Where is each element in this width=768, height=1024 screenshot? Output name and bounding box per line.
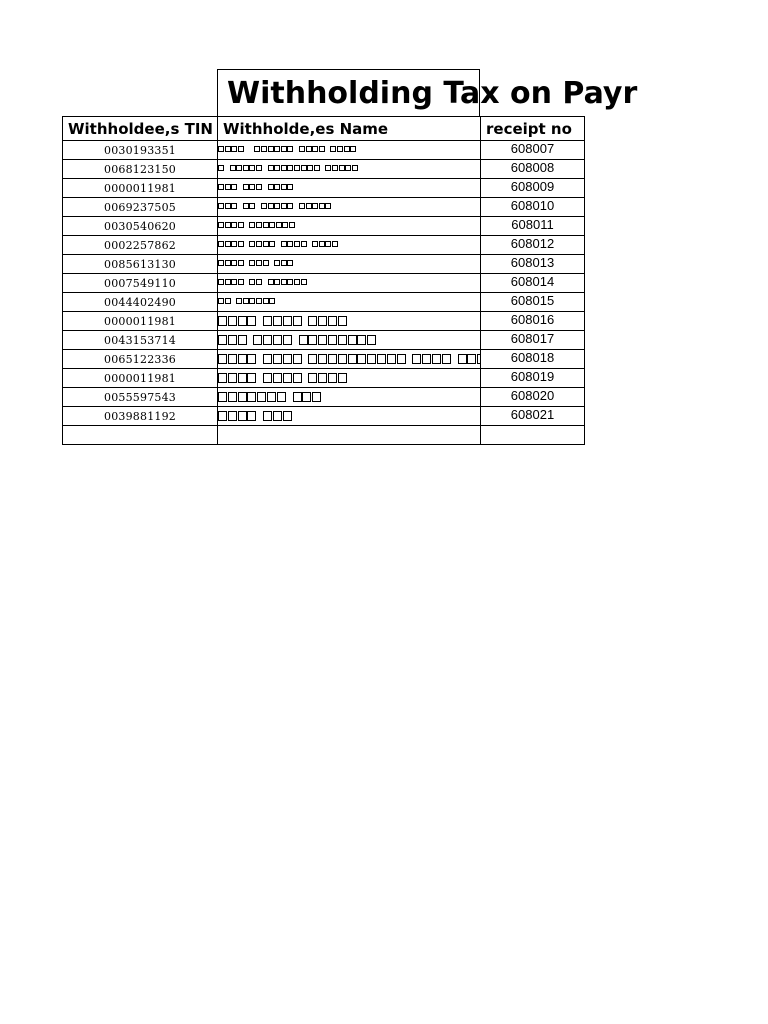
table-row (63, 198, 585, 217)
name-cell[interactable] (218, 293, 481, 312)
table-row (63, 255, 585, 274)
receipt-cell[interactable]: 608009 (481, 179, 585, 198)
table-row (63, 274, 585, 293)
receipt-cell[interactable]: 608020 (481, 388, 585, 407)
name-cell[interactable] (218, 426, 481, 445)
table-row (63, 369, 585, 388)
receipt-cell[interactable]: 608013 (481, 255, 585, 274)
name-cell[interactable] (218, 331, 481, 350)
tin-cell[interactable]: 0065122336 (63, 350, 218, 369)
name-text (218, 312, 348, 329)
table-row (63, 179, 585, 198)
name-cell[interactable] (218, 350, 481, 369)
tin-cell[interactable]: 0043153714 (63, 331, 218, 350)
receipt-cell[interactable]: 608007 (481, 141, 585, 160)
name-cell[interactable] (218, 141, 481, 160)
table-row (63, 388, 585, 407)
table-row (63, 141, 585, 160)
receipt-cell[interactable]: 608011 (481, 217, 585, 236)
tin-cell[interactable]: 0000011981 (63, 369, 218, 388)
name-text (218, 239, 339, 250)
header-name[interactable]: Withholde,es Name (218, 117, 481, 141)
name-cell[interactable] (218, 160, 481, 179)
tin-cell[interactable]: 0044402490 (63, 293, 218, 312)
table-row (63, 160, 585, 179)
tin-cell[interactable]: 0030193351 (63, 141, 218, 160)
receipt-cell[interactable]: 608015 (481, 293, 585, 312)
name-cell[interactable] (218, 274, 481, 293)
name-cell[interactable] (218, 217, 481, 236)
header-row (63, 117, 585, 141)
tin-cell[interactable]: 0007549110 (63, 274, 218, 293)
name-cell[interactable] (218, 312, 481, 331)
table-row (63, 331, 585, 350)
name-cell[interactable] (218, 236, 481, 255)
name-text (218, 220, 296, 231)
header-tin[interactable]: Withholdee,s TIN (63, 117, 218, 141)
name-text (218, 331, 377, 348)
name-cell[interactable] (218, 407, 481, 426)
table-row (63, 312, 585, 331)
receipt-cell[interactable]: 608014 (481, 274, 585, 293)
table-row (63, 350, 585, 369)
tin-cell[interactable]: 0055597543 (63, 388, 218, 407)
name-text (218, 144, 357, 155)
receipt-cell[interactable]: 608021 (481, 407, 585, 426)
tin-cell[interactable]: 0068123150 (63, 160, 218, 179)
receipt-cell[interactable]: 608010 (481, 198, 585, 217)
table-row (63, 236, 585, 255)
tin-cell[interactable]: 0002257862 (63, 236, 218, 255)
tin-cell[interactable] (63, 426, 218, 445)
name-text (218, 182, 294, 193)
receipt-cell[interactable] (481, 426, 585, 445)
tin-cell[interactable]: 0000011981 (63, 312, 218, 331)
page-title: Withholding Tax on Payr (227, 76, 638, 111)
name-text (218, 407, 293, 424)
tin-cell[interactable]: 0000011981 (63, 179, 218, 198)
header-receipt[interactable]: receipt no (481, 117, 585, 141)
table-row (63, 426, 585, 445)
withholding-table (62, 116, 585, 445)
tin-cell[interactable]: 0030540620 (63, 217, 218, 236)
receipt-cell[interactable]: 608016 (481, 312, 585, 331)
name-text (218, 277, 307, 288)
receipt-cell[interactable]: 608019 (481, 369, 585, 388)
tin-cell[interactable]: 0069237505 (63, 198, 218, 217)
name-cell[interactable] (218, 198, 481, 217)
table-row (63, 293, 585, 312)
receipt-cell[interactable]: 608018 (481, 350, 585, 369)
tin-cell[interactable]: 0085613130 (63, 255, 218, 274)
name-text (218, 258, 294, 269)
name-text (218, 369, 348, 386)
receipt-cell[interactable]: 608008 (481, 160, 585, 179)
name-cell[interactable] (218, 255, 481, 274)
name-text (218, 201, 332, 212)
tin-cell[interactable]: 0039881192 (63, 407, 218, 426)
table-row (63, 217, 585, 236)
receipt-cell[interactable]: 608017 (481, 331, 585, 350)
name-text (218, 296, 276, 307)
receipt-cell[interactable]: 608012 (481, 236, 585, 255)
name-text (218, 388, 322, 405)
name-cell[interactable] (218, 369, 481, 388)
table-body (63, 141, 585, 445)
name-cell[interactable] (218, 388, 481, 407)
name-text (218, 163, 358, 174)
name-cell[interactable] (218, 179, 481, 198)
table-row (63, 407, 585, 426)
name-text (218, 350, 481, 367)
